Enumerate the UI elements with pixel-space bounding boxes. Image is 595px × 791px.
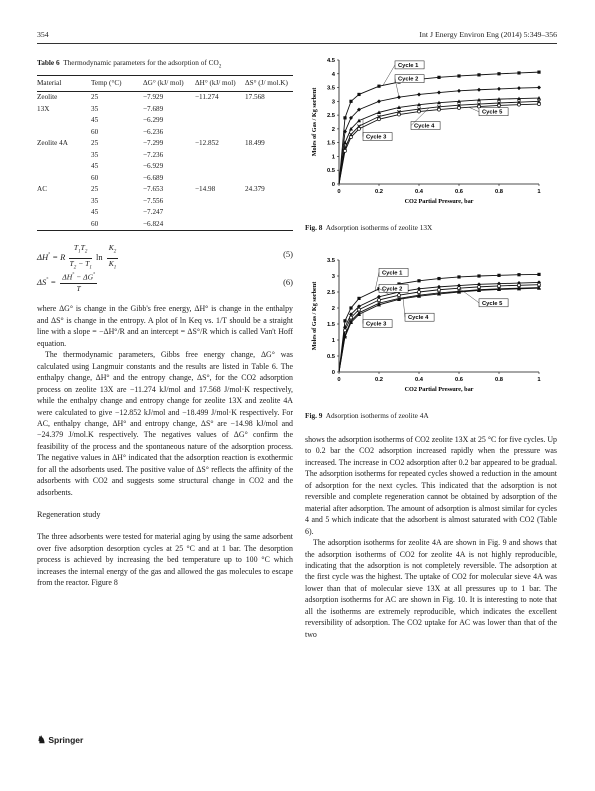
table-cell: [245, 207, 293, 219]
table-cell: 45: [91, 162, 99, 171]
series-label: Cycle 1: [398, 62, 419, 69]
data-point: [517, 273, 520, 276]
table-cell: −7.653: [143, 185, 164, 194]
th-dg: ΔG° (kJ/ mol): [143, 76, 195, 92]
data-point: [437, 91, 441, 95]
data-point: [498, 284, 501, 287]
table-cell: −7.556: [143, 196, 164, 205]
series-label: Cycle 1: [382, 270, 403, 277]
table-row: [37, 196, 293, 208]
table-cell: [245, 196, 293, 208]
data-point: [438, 288, 441, 291]
header-rule: [37, 43, 557, 44]
x-tick-label: 0.2: [374, 189, 384, 195]
data-point: [343, 319, 346, 322]
y-tick-label: 0: [331, 370, 335, 376]
table-cell: [37, 207, 91, 219]
figure-9-label: Fig. 9: [305, 411, 323, 420]
y-tick-label: 1.5: [326, 322, 335, 328]
table-cell: 45: [91, 116, 99, 125]
equation-5: ΔH° = R $\frac{T_1T_2}{T_2 - T_1}$ ln $\frac{K_2}{K_1}$ (5): [37, 243, 293, 271]
series-label: Cycle 4: [414, 123, 435, 130]
series-label: Cycle 2: [398, 76, 419, 83]
table-cell: 45: [91, 208, 99, 217]
table-cell: [195, 196, 245, 208]
table-cell: [195, 219, 245, 231]
data-point: [377, 99, 381, 103]
table-label: Table 6: [37, 58, 60, 67]
table-cell: [245, 161, 293, 173]
data-point: [497, 72, 500, 75]
th-temp: Temp (°C): [91, 76, 143, 92]
x-tick-label: 1: [537, 189, 541, 195]
x-tick-label: 1: [537, 377, 541, 383]
series-label: Cycle 3: [366, 134, 387, 141]
data-point: [344, 329, 347, 332]
y-axis-label: Moles of Gas / Kg sorbent: [311, 87, 318, 157]
data-point: [537, 86, 541, 90]
data-point: [418, 110, 421, 113]
data-point: [377, 85, 380, 88]
data-point: [498, 104, 501, 107]
table-cell: −6.929: [143, 162, 164, 171]
y-tick-label: 0.5: [326, 354, 335, 360]
y-tick-label: 1: [331, 154, 335, 161]
table-cell: 60: [91, 127, 99, 136]
table-cell: [195, 104, 245, 116]
data-point: [358, 127, 361, 130]
data-point: [417, 279, 420, 282]
thermo-table: [37, 75, 293, 231]
x-tick-label: 0: [337, 377, 341, 383]
series-label: Cycle 2: [382, 286, 403, 293]
x-tick-label: 0.2: [374, 377, 384, 383]
data-point: [357, 297, 360, 300]
paragraph-regeneration: The three adsorbents were tested for material aging by using the same adsorbent over five adsorption desorption cycles at 25 °C and at 1 bar. The desorption process is achieved by increasing the bed temperature up to 100 °C which increases the internal energy of the gas and allowed the gas molecules to escape from the reactor. Figure 8: [37, 532, 293, 587]
data-point: [398, 294, 401, 297]
table-row: [37, 207, 293, 219]
data-point: [477, 73, 480, 76]
data-point: [457, 89, 461, 93]
table-cell: −6.299: [143, 116, 164, 125]
x-tick-label: 0.8: [494, 189, 504, 195]
springer-horse-icon: ♞: [37, 735, 46, 746]
table-row: [37, 127, 293, 139]
y-tick-label: 4: [331, 71, 335, 78]
data-point: [438, 108, 441, 111]
table-header-row: [37, 76, 293, 92]
data-point: [418, 291, 421, 294]
figure-8-caption: [305, 223, 557, 232]
y-tick-label: 3.5: [326, 85, 335, 92]
journal-citation: Int J Energy Environ Eng (2014) 5:349–356: [419, 30, 557, 39]
table-cell: 60: [91, 219, 143, 231]
series-label: Cycle 4: [408, 315, 429, 322]
data-point: [398, 113, 401, 116]
y-tick-label: 0: [331, 182, 335, 188]
table-row: [37, 92, 293, 104]
y-tick-label: 2.5: [326, 290, 335, 296]
right-column: [305, 52, 557, 640]
figure-9-caption-text: Adsorption isotherms of zeolite 4A: [325, 411, 429, 420]
data-point: [477, 88, 481, 92]
data-point: [343, 116, 346, 119]
series-label: Cycle 5: [482, 300, 503, 307]
table-cell: 18.499: [245, 139, 265, 148]
data-point: [517, 86, 521, 90]
figure-9: [305, 254, 557, 420]
table-cell: [195, 115, 245, 127]
data-point: [350, 316, 353, 319]
series-line-4: [339, 101, 539, 184]
y-tick-label: 4.5: [326, 58, 335, 64]
table-cell: 25: [91, 139, 99, 148]
table-cell: [245, 104, 293, 116]
data-point: [378, 118, 381, 121]
data-point: [358, 308, 361, 311]
table-cell: [37, 196, 91, 208]
running-header: [37, 30, 557, 42]
data-point: [518, 284, 521, 287]
table-caption-text: Thermodynamic parameters for the adsorption of CO: [63, 58, 219, 67]
data-point: [538, 103, 541, 106]
series-line-5: [339, 285, 539, 372]
data-point: [517, 71, 520, 74]
th-material: Material: [37, 76, 91, 92]
table-row: [37, 115, 293, 127]
data-point: [357, 93, 360, 96]
table-cell: [37, 127, 91, 139]
series-leader: [383, 65, 395, 85]
y-tick-label: 2: [331, 126, 335, 133]
x-tick-label: 0: [337, 189, 341, 195]
table-cell: [195, 161, 245, 173]
y-tick-label: 3.5: [326, 258, 335, 264]
page-number: 354: [37, 30, 49, 39]
paragraph-vant-hoff: where ΔG° is change in the Gibb's free energy, ΔH° is change in the enthalpy and ΔS° is change in the entropy. A plot of ln Keq vs. 1/T should be a straight line with a slope = −ΔH°/R and an intercept = ΔS°/R which is called Van't Hoff equation.: [37, 304, 293, 348]
x-tick-label: 0.8: [494, 377, 504, 383]
data-point: [478, 285, 481, 288]
table-cell: [245, 173, 293, 185]
table-cell: 13X: [37, 104, 50, 113]
paragraph-fig9-discussion: The adsorption isotherms for zeolite 4A are shown in Fig. 9 and shows that the adsorption isotherms of CO2 for zeolite 4A is not highly reproducible, indicating that the adsorption is not completely reversible. The adsorption at the first cycle was the highest. The uptake of CO2 for molecular sieve 4A was lower than that of molecular sieve 13X at all pressures up to 1 bar. The adsorption isotherms for AC are shown in Fig. 10. It is interesting to note that all the isotherms are extremely reproducible, which indicates the excellent reversibility of adsorption. The CO2 uptake for AC was lower than that of the two: [305, 538, 557, 639]
table-cell: 25: [91, 185, 99, 194]
table-row: [37, 150, 293, 162]
table-row: [37, 138, 293, 150]
figure-9-chart: [305, 254, 557, 402]
table-cell: −7.929: [143, 93, 164, 102]
paragraph-fig8-discussion: shows the adsorption isotherms of CO2 zeolite 13X at 25 °C for five cycles. Up to 0.2 bar the CO2 adsorption increased rapidly when the pressure was increased. The increase in CO2 adsorption after 0.2 bar appeared to be gradual. The adsorption isotherms for repeated cycles showed a reduction in the amount of adsorption for the next cycles. This indicated that the adsorption is not reversible and complete regeneration cannot be obtained by adsorption of the material after adsorption. The amount of adsorption is almost similar for cycles 4 and 5 which indicate that the adsorbent is almost saturated with CO2 (Table 6).: [305, 435, 557, 536]
table-cell: −7.299: [143, 139, 164, 148]
figure-8-caption-text: Adsorption isotherms of zeolite 13X: [325, 223, 433, 232]
figure-9-caption: [305, 411, 557, 420]
table-row: [37, 173, 293, 185]
table-cell: [195, 150, 245, 162]
x-tick-label: 0.4: [414, 377, 424, 383]
data-point: [538, 283, 541, 286]
data-point: [457, 74, 460, 77]
x-tick-label: 0.6: [454, 377, 464, 383]
data-point: [344, 149, 347, 152]
table-cell: [37, 219, 91, 231]
y-tick-label: 3: [331, 99, 335, 106]
table-row: [37, 104, 293, 116]
table-caption: [37, 58, 293, 72]
equation-6: ΔS° = $\frac{\Delta H^\circ - \Delta G^\circ}{T}$ (6): [37, 272, 293, 293]
table-cell: −14.98: [195, 185, 216, 194]
data-point: [518, 103, 521, 106]
data-point: [457, 275, 460, 278]
table-cell: [195, 207, 245, 219]
x-axis-label: CO2 Partial Pressure, bar: [404, 198, 474, 205]
equation-6-number: (6): [283, 277, 293, 288]
y-tick-label: 1: [331, 338, 335, 344]
series-label: Cycle 5: [482, 109, 503, 116]
table-cell: 35: [91, 150, 99, 159]
table-cell: −7.689: [143, 104, 164, 113]
x-axis-label: CO2 Partial Pressure, bar: [404, 386, 474, 393]
table-row: [37, 161, 293, 173]
data-point: [349, 306, 352, 309]
series-label: Cycle 3: [366, 321, 387, 328]
publisher-name: Springer: [48, 735, 84, 745]
figure-8-label: Fig. 8: [305, 223, 323, 232]
y-tick-label: 0.5: [326, 168, 335, 175]
table-cell: [245, 150, 293, 162]
data-point: [537, 71, 540, 74]
y-tick-label: 2.5: [326, 113, 335, 120]
table-cell: [37, 115, 91, 127]
series-leader: [469, 107, 479, 111]
table-cell: 25: [91, 93, 99, 102]
table-cell: [195, 173, 245, 185]
figure-8-chart: [305, 52, 557, 214]
y-axis-label: Moles of Gas / Kg sorbent: [311, 281, 318, 351]
table-cell: −7.236: [143, 150, 164, 159]
figure-8: [305, 52, 557, 232]
table-cell: [37, 150, 91, 162]
series-line-3: [339, 288, 539, 372]
data-point: [497, 274, 500, 277]
table-cell: [37, 161, 91, 173]
table-cell: −12.852: [195, 139, 219, 148]
table-cell: 24.379: [245, 185, 265, 194]
table-cell: 60: [91, 173, 99, 182]
data-point: [537, 273, 540, 276]
table-cell: [195, 127, 245, 139]
data-point: [437, 277, 440, 280]
data-point: [378, 299, 381, 302]
x-tick-label: 0.6: [454, 189, 464, 195]
data-point: [477, 274, 480, 277]
table-cell: Zeolite: [37, 93, 58, 102]
left-column: [37, 52, 293, 588]
y-tick-label: 3: [331, 274, 335, 280]
table-row: [37, 184, 293, 196]
data-point: [497, 87, 501, 91]
data-point: [417, 92, 421, 96]
y-tick-label: 2: [331, 306, 335, 312]
table-cell: [37, 173, 91, 185]
table-cell: 17.568: [245, 93, 265, 102]
table-cell: [245, 127, 293, 139]
springer-logo: [37, 735, 83, 746]
equation-5-number: (5): [283, 249, 293, 260]
th-ds: ΔS° (J/ mol.K): [245, 76, 293, 92]
table-cell: −6.824: [143, 219, 195, 231]
series-line-4: [339, 288, 539, 372]
table-cell: [245, 219, 293, 231]
section-title: Regeneration study: [37, 510, 101, 520]
y-tick-label: 1.5: [326, 140, 335, 147]
data-point: [350, 136, 353, 139]
table-cell: −6.689: [143, 173, 164, 182]
series-leader: [403, 298, 405, 317]
table-cell: AC: [37, 185, 47, 194]
table-row: [37, 219, 293, 231]
data-point: [458, 106, 461, 109]
table-caption-subscript: 2: [218, 64, 222, 70]
table-cell: −6.236: [143, 127, 164, 136]
th-dh: ΔH° (kJ/ mol): [195, 76, 245, 92]
table-cell: Zeolite 4A: [37, 139, 68, 148]
table-cell: 35: [91, 196, 99, 205]
table-cell: [245, 115, 293, 127]
x-tick-label: 0.4: [414, 189, 424, 195]
table-cell: 35: [91, 104, 99, 113]
table-cell: −7.247: [143, 208, 164, 217]
data-point: [437, 76, 440, 79]
table-cell: −11.274: [195, 93, 219, 102]
paragraph-thermo-results: The thermodynamic parameters, Gibbs free energy change, ΔG° was calculated using Langmuir constants and the results are listed in Table 6. The enthalpy change, ΔH° and the entropy change, ΔS°, for the CO2 adsorption process on zeolite 13X are −11.274 kJ/mol and 17.568 J/mol·K respectively, while the enthalpy change and entropy change for zeolite 13X and zeolite 4A were calculated to give −12.852 kJ/mol and −18.499 J/mol·K respectively. For AC, enthalpy change, ΔH° and entropy change, ΔS° are −14.98 kJ/mol and −24.379 J/mol.K respectively. The negatives values of ΔG° confirm the feasibility of the process and the spontaneous nature of the adsorption process. The negative values in ΔH° indicated that the adsorption reaction is exothermic for all the adsorbents used. The positive value of ΔS° reflects the affinity of the adsorbents with CO2 and suggests some structural change in CO2 and the adsorbents.: [37, 350, 293, 497]
data-point: [349, 100, 352, 103]
